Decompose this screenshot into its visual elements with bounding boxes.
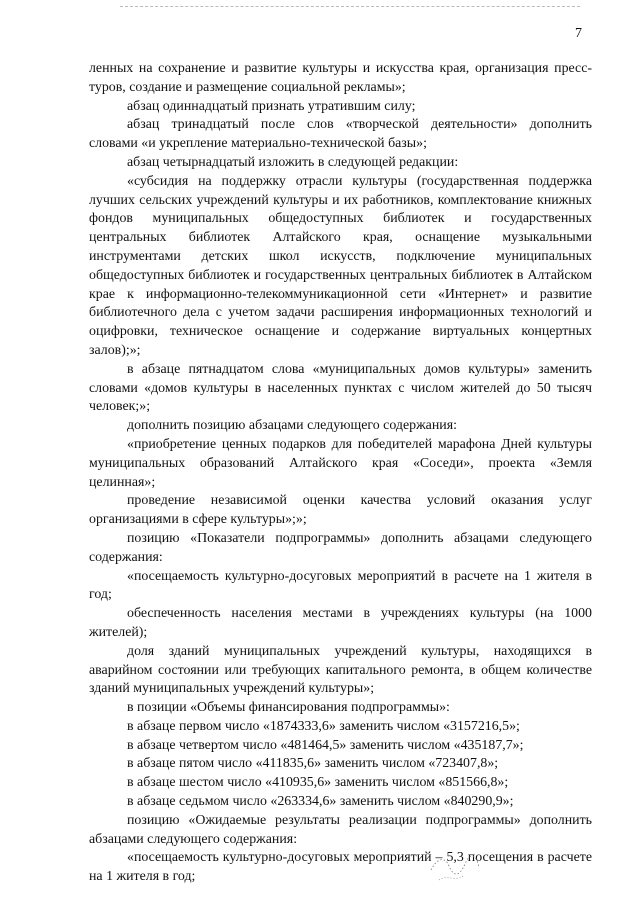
paragraph: в абзаце четвертом число «481464,5» заменить числом «435187,7»; — [127, 737, 524, 753]
paragraph: дополнить позицию абзацами следующего содержания: — [127, 418, 457, 434]
paragraph: абзац одиннадцатый признать утратившим силу; — [127, 98, 416, 114]
paragraph: ленных на сохранение и развитие культуры и искусства края, организация пресс-туров, создание и размещение социальной рекламы»; — [89, 61, 592, 95]
paragraph: в абзаце пятом число «411835,6» заменить числом «723407,8»; — [127, 756, 499, 772]
paragraph: обеспеченность населения местами в учреждениях культуры (на 1000 жителей); — [89, 606, 592, 640]
paragraph: «приобретение ценных подарков для победителей марафона Дней культуры муниципальных образований Алтайского края «Соседи», проекта «Земля целинная»; — [89, 436, 592, 490]
paragraph: позицию «Показатели подпрограммы» дополнить абзацами следующего содержания: — [89, 530, 592, 565]
paragraph: в абзаце первом число «1874333,6» заменить числом «3157216,5»; — [127, 718, 520, 734]
paragraph: «посещаемость культурно-досуговых мероприятий – 5,3 посещения в расчете на 1 жителя в год; — [89, 850, 592, 885]
paragraph: «субсидия на поддержку отрасли культуры (государственная поддержка лучших сельских учреждений культуры и их работников, комплектование книжных фондов муниципальных общедоступных библиотек и государственных центральных библиотек Алтайского края, оснащение музыкальными инструментами детских школ искусств, подключение муниципальных общедоступных библиотек и государственных центральных библиотек в Алтайском крае к информационно-телекоммуникационной сети «Интернет» и развитие библиотечного дела с учетом задачи расширения информационных технологий и оцифровки, техническое оснащение и содержание виртуальных концертных залов);»; — [89, 173, 592, 358]
paragraph: абзац тринадцатый после слов «творческой деятельности» дополнить словами «и укрепление материально-технической базы»; — [89, 117, 592, 152]
paragraph: «посещаемость культурно-досуговых мероприятий в расчете на 1 жителя в год; — [89, 568, 592, 603]
document-body — [89, 60, 592, 887]
scan-edge-line — [120, 6, 580, 7]
paragraph: абзац четырнадцатый изложить в следующей редакции: — [127, 154, 459, 170]
paragraph: позицию «Ожидаемые результаты реализации подпрограммы» дополнить абзацами следующего содержания: — [89, 812, 592, 847]
signature-mark — [425, 848, 485, 888]
paragraph: доля зданий муниципальных учреждений культуры, находящихся в аварийном состоянии или требующих капитального ремонта, в общем количестве зданий муниципальных учреждений культуры»; — [89, 643, 592, 697]
paragraph: в позиции «Объемы финансирования подпрограммы»: — [127, 700, 450, 716]
page-number: 7 — [575, 26, 582, 41]
paragraph: в абзаце седьмом число «263334,6» заменить числом «840290,9»; — [127, 794, 514, 810]
paragraph: в абзаце шестом число «410935,6» заменить числом «851566,8»; — [127, 775, 509, 791]
paragraph: проведение независимой оценки качества условий оказания услуг организациями в сфере культуры»;»; — [89, 493, 592, 528]
paragraph: в абзаце пятнадцатом слова «муниципальных домов культуры» заменить словами «домов культуры в населенных пунктах с числом жителей до 50 тысяч человек;»; — [89, 361, 592, 415]
